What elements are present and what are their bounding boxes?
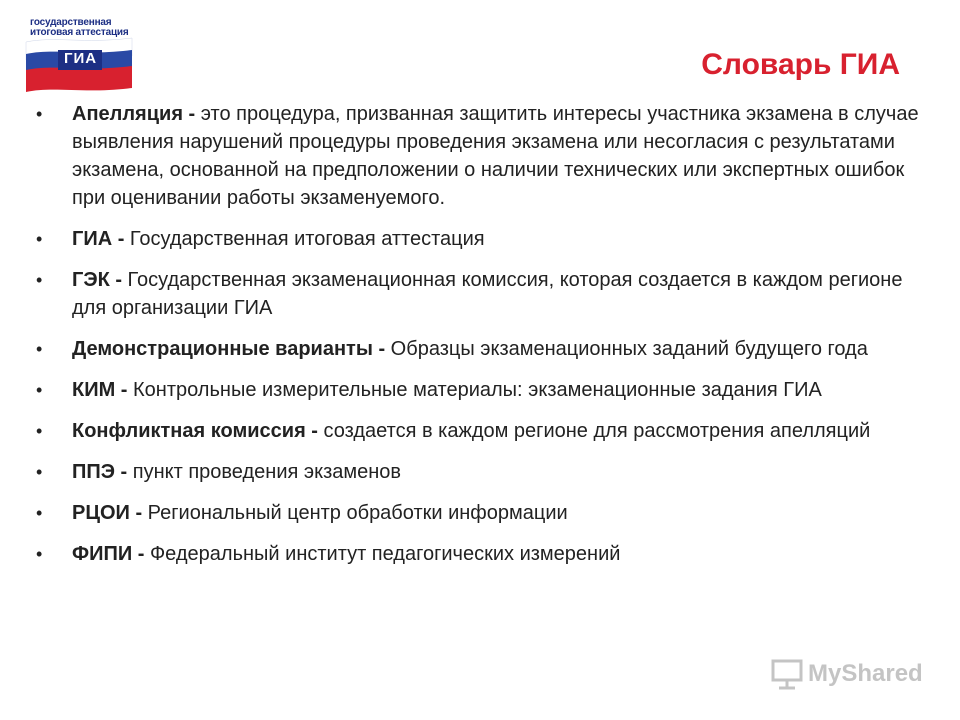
glossary-item-ppe [36,458,941,486]
glossary-term: Конфликтная комиссия - [72,420,318,442]
bullet-icon: • [36,380,43,400]
glossary-term: ГЭК - [72,269,122,291]
logo-line-1: государственная [30,17,112,28]
glossary-item-fipi [36,540,941,568]
logo-line-2: итоговая аттестация [30,27,129,38]
bullet-icon: • [36,339,43,359]
glossary-definition: Контрольные измерительные материалы: экзаменационные задания ГИА [127,379,822,401]
bullet-icon: • [36,104,43,124]
logo-abbreviation: ГИА [64,50,98,67]
gia-logo [24,14,136,96]
glossary-definition: Государственная итоговая аттестация [124,228,485,250]
glossary-term: ФИПИ - [72,543,145,565]
bullet-icon: • [36,229,43,249]
glossary-item-gia [36,225,941,253]
glossary-term: Апелляция - [72,103,196,125]
glossary-definition: Государственная экзаменационная комиссия, которая создается в каждом регионе для организации ГИА [72,269,903,319]
glossary-list [36,100,941,581]
glossary-item-demo-variants [36,335,941,363]
glossary-definition: пункт проведения экзаменов [127,461,402,483]
glossary-item-conflict-commission [36,417,941,445]
glossary-definition: Федеральный институт педагогических измерений [144,543,621,565]
glossary-item-rcoi [36,499,941,527]
bullet-icon: • [36,503,43,523]
glossary-definition: это процедура, призванная защитить интересы участника экзамена в случае выявления нарушений процедуры проведения экзамена или несогласия с результатами экзамена, основанной на предположении о наличии технических или экспертных ошибок при оценивании работы экзаменуемого. [72,103,919,209]
presentation-icon [770,658,804,690]
bullet-icon: • [36,270,43,290]
bullet-icon: • [36,462,43,482]
glossary-item-kim [36,376,941,404]
glossary-term: РЦОИ - [72,502,143,524]
bullet-icon: • [36,421,43,441]
glossary-term: Демонстрационные варианты - [72,338,386,360]
watermark-text: MyShared [808,660,923,687]
glossary-definition: создается в каждом регионе для рассмотрения апелляций [317,420,871,442]
bullet-icon: • [36,544,43,564]
glossary-term: ППЭ - [72,461,128,483]
glossary-definition: Образцы экзаменационных заданий будущего года [385,338,868,360]
glossary-item-appeal [36,100,941,212]
glossary-term: КИМ - [72,379,128,401]
page-title: Словарь ГИА [701,48,900,81]
glossary-definition: Региональный центр обработки информации [142,502,568,524]
watermark [770,658,930,692]
glossary-term: ГИА - [72,228,125,250]
glossary-item-gek [36,266,941,322]
